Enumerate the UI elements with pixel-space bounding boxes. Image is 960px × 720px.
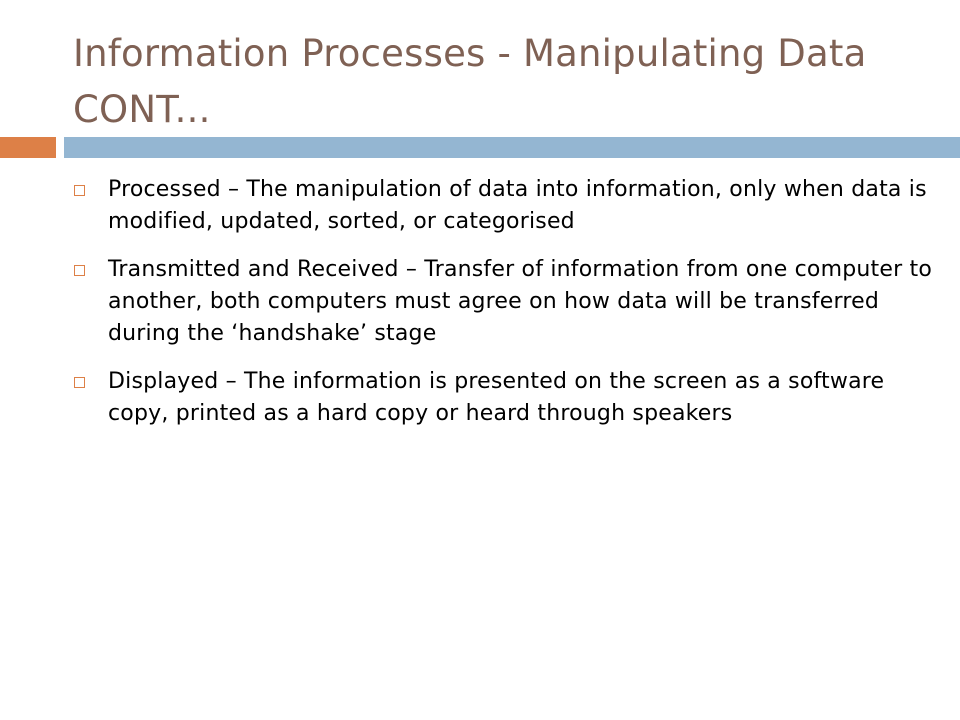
- bullet-text: Processed – The manipulation of data into information, only when data is modified, updated, sorted, or categorised: [108, 177, 927, 234]
- bullet-text: Displayed – The information is presented on the screen as a software copy, printed as a hard copy or heard through speakers: [108, 369, 885, 426]
- bullet-item-displayed: [74, 366, 934, 430]
- slide-title: Information Processes - Manipulating Data CONT...: [73, 32, 867, 131]
- bullet-item-processed: [74, 174, 934, 238]
- square-bullet-icon: [74, 265, 85, 276]
- bullet-item-transmitted-received: [74, 254, 934, 350]
- bullet-list: [74, 174, 934, 446]
- title-divider-accent: [0, 137, 56, 158]
- square-bullet-icon: [74, 185, 85, 196]
- bullet-text: Transmitted and Received – Transfer of information from one computer to another, both computers must agree on how data will be transferred during the ‘handshake’ stage: [108, 257, 933, 346]
- square-bullet-icon: [74, 377, 85, 388]
- title-divider-bar: [64, 137, 960, 158]
